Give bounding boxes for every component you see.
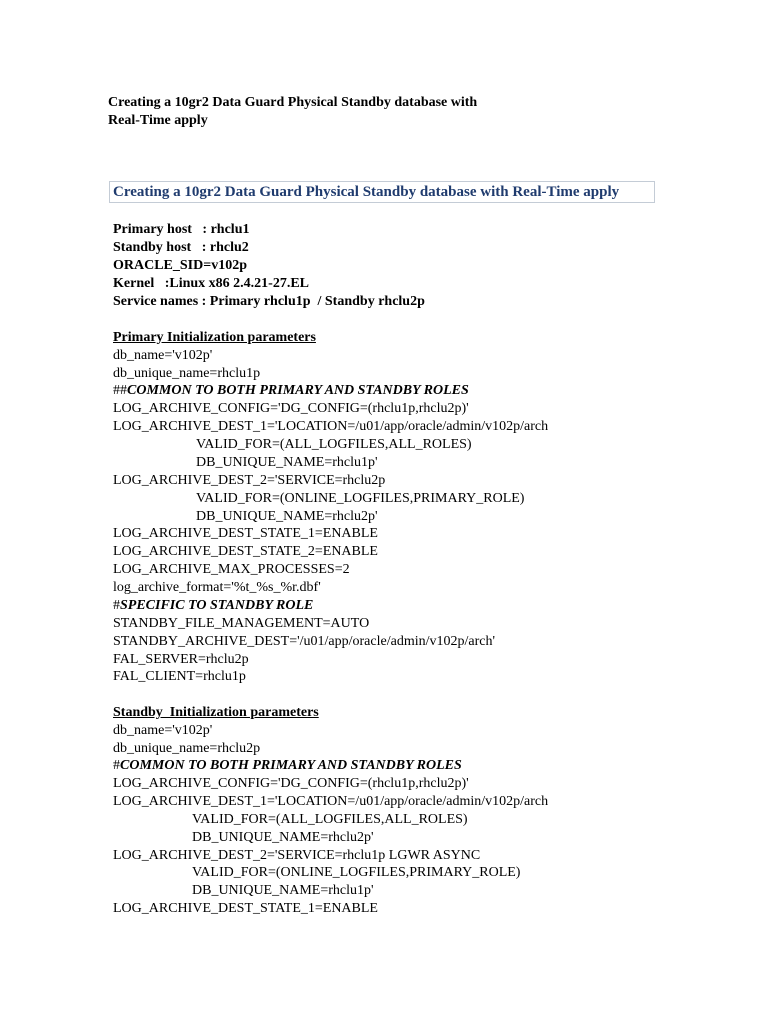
primary-param-line: LOG_ARCHIVE_DEST_1='LOCATION=/u01/app/oracle/admin/v102p/arch (113, 419, 549, 434)
primary-param-line: LOG_ARCHIVE_DEST_STATE_2=ENABLE (113, 544, 378, 559)
standby-param-line: LOG_ARCHIVE_CONFIG='DG_CONFIG=(rhclu1p,rhclu2p)' (113, 776, 469, 791)
comment-text: COMMON TO BOTH PRIMARY AND STANDBY ROLES (120, 758, 462, 773)
primary-param-line: VALID_FOR=(ONLINE_LOGFILES,PRIMARY_ROLE) (196, 491, 525, 506)
comment-text: COMMON TO BOTH PRIMARY AND STANDBY ROLES (127, 383, 469, 398)
host-info-service-names: Service names : Primary rhclu1p / Standby rhclu2p (113, 294, 425, 309)
primary-param-line: LOG_ARCHIVE_CONFIG='DG_CONFIG=(rhclu1p,rhclu2p)' (113, 401, 469, 416)
standby-param-line: DB_UNIQUE_NAME=rhclu1p' (192, 883, 374, 898)
host-info-standby: Standby host : rhclu2 (113, 240, 249, 255)
primary-param-line: DB_UNIQUE_NAME=rhclu1p' (196, 455, 378, 470)
primary-common-comment (113, 382, 469, 400)
comment-prefix: ## (113, 383, 127, 398)
primary-param-line: db_unique_name=rhclu1p (113, 366, 261, 381)
standby-param-line: LOG_ARCHIVE_DEST_2='SERVICE=rhclu1p LGWR ASYNC (113, 848, 481, 863)
standby-param-line: db_unique_name=rhclu2p (113, 741, 261, 756)
boxed-heading: Creating a 10gr2 Data Guard Physical Standby database with Real-Time apply (113, 184, 620, 200)
standby-param-line: LOG_ARCHIVE_DEST_1='LOCATION=/u01/app/oracle/admin/v102p/arch (113, 794, 549, 809)
comment-prefix: # (113, 598, 120, 613)
primary-param-line: LOG_ARCHIVE_MAX_PROCESSES=2 (113, 562, 350, 577)
primary-param-line: db_name='v102p' (113, 348, 213, 363)
standby-common-comment (113, 757, 462, 775)
comment-prefix: # (113, 758, 120, 773)
primary-param-line: DB_UNIQUE_NAME=rhclu2p' (196, 509, 378, 524)
document-title-line-2: Real-Time apply (108, 113, 208, 128)
standby-param-line: VALID_FOR=(ONLINE_LOGFILES,PRIMARY_ROLE) (192, 865, 521, 880)
host-info-primary: Primary host : rhclu1 (113, 222, 250, 237)
primary-params-heading: Primary Initialization parameters (113, 330, 316, 345)
standby-param-line: LOG_ARCHIVE_DEST_STATE_1=ENABLE (113, 901, 378, 916)
primary-param-line: log_archive_format='%t_%s_%r.dbf' (113, 580, 321, 595)
primary-param-line: FAL_SERVER=rhclu2p (113, 652, 249, 667)
primary-param-line: FAL_CLIENT=rhclu1p (113, 669, 246, 684)
host-info-kernel: Kernel :Linux x86 2.4.21-27.EL (113, 276, 310, 291)
standby-param-line: DB_UNIQUE_NAME=rhclu2p' (192, 830, 374, 845)
standby-param-line: VALID_FOR=(ALL_LOGFILES,ALL_ROLES) (192, 812, 468, 827)
primary-param-line: LOG_ARCHIVE_DEST_2='SERVICE=rhclu2p (113, 473, 386, 488)
standby-param-line: db_name='v102p' (113, 723, 213, 738)
primary-param-line: VALID_FOR=(ALL_LOGFILES,ALL_ROLES) (196, 437, 472, 452)
host-info-sid: ORACLE_SID=v102p (113, 258, 248, 273)
primary-param-line: STANDBY_ARCHIVE_DEST='/u01/app/oracle/admin/v102p/arch' (113, 634, 495, 649)
document-title-line-1: Creating a 10gr2 Data Guard Physical Standby database with (108, 95, 478, 110)
primary-param-line: STANDBY_FILE_MANAGEMENT=AUTO (113, 616, 370, 631)
comment-text: SPECIFIC TO STANDBY ROLE (120, 598, 314, 613)
primary-param-line: LOG_ARCHIVE_DEST_STATE_1=ENABLE (113, 526, 378, 541)
primary-specific-comment (113, 597, 313, 615)
standby-params-heading: Standby Initialization parameters (113, 705, 319, 720)
